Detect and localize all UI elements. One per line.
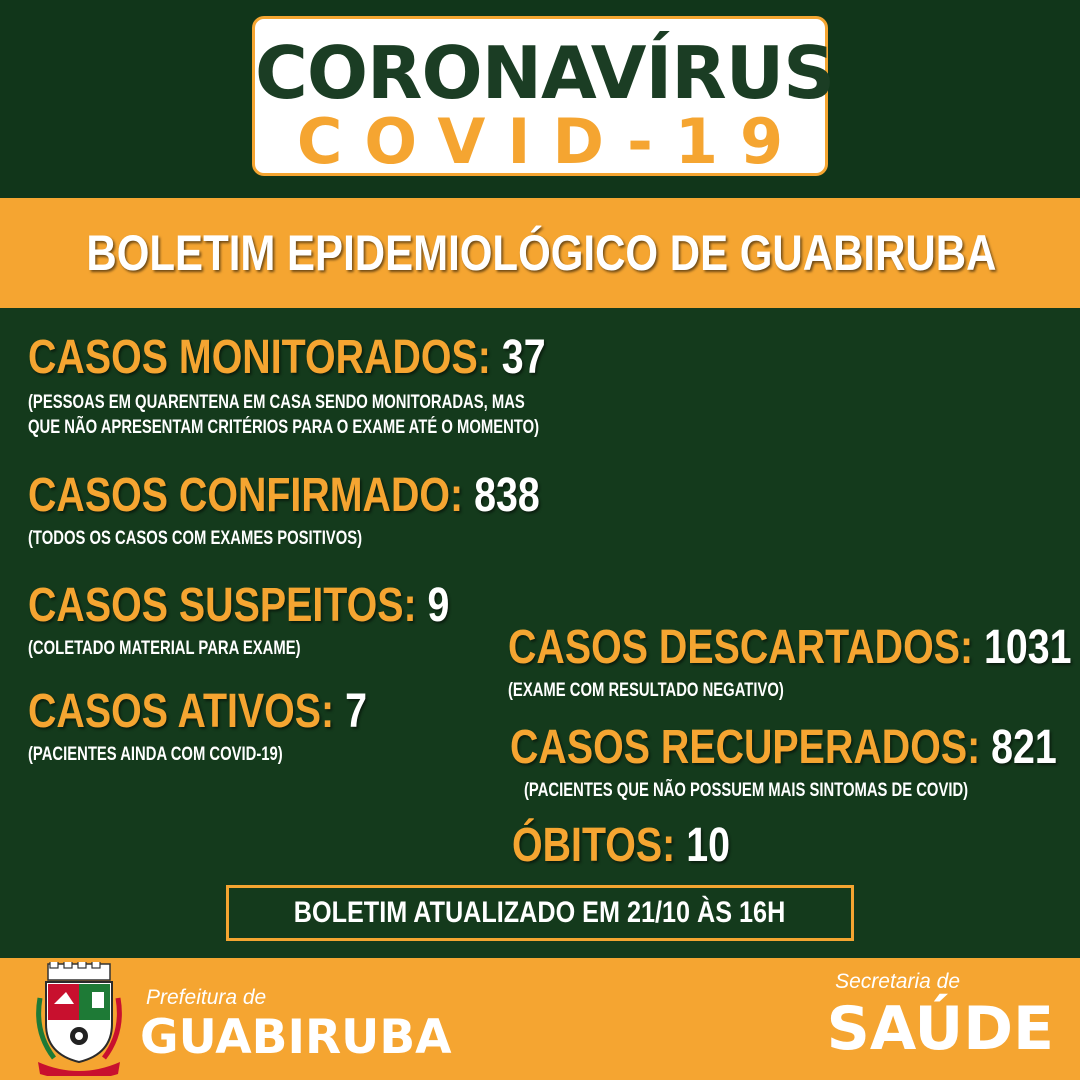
update-text: BOLETIM ATUALIZADO EM 21/10 ÀS 16H xyxy=(294,896,786,929)
guabiruba-crest-icon xyxy=(34,962,124,1076)
stat-description: (TODOS OS CASOS COM EXAMES POSITIVOS) xyxy=(28,528,363,549)
prefeitura-name: GUABIRUBA xyxy=(140,1010,452,1065)
logo-subtitle: COVID-19 xyxy=(296,105,806,178)
coronavirus-logo xyxy=(252,16,835,178)
stat-label: CASOS ATIVOS: xyxy=(28,685,335,738)
stat-description: (PESSOAS EM QUARENTENA EM CASA SENDO MONITORADAS, MAS xyxy=(28,392,525,413)
stat-value: 10 xyxy=(686,819,731,872)
bulletin-title: BOLETIM EPIDEMIOLÓGICO DE GUABIRUBA xyxy=(86,225,997,281)
stat-monitorados xyxy=(28,332,683,440)
stat-description: (PACIENTES AINDA COM COVID-19) xyxy=(28,744,283,765)
bulletin-title-band xyxy=(0,198,1080,308)
stat-confirmado xyxy=(28,470,652,551)
stat-ativos xyxy=(28,686,441,767)
footer xyxy=(0,958,1080,1080)
stat-label: CASOS RECUPERADOS: xyxy=(510,721,981,774)
stat-label: CASOS DESCARTADOS: xyxy=(508,621,974,674)
stat-obitos xyxy=(512,820,778,872)
stat-label: CASOS MONITORADOS: xyxy=(28,331,491,384)
stat-value: 37 xyxy=(501,331,546,384)
prefeitura-label: Prefeitura de xyxy=(146,986,267,1009)
stat-value: 1031 xyxy=(983,621,1072,674)
stat-suspeitos xyxy=(28,580,542,661)
stat-descartados xyxy=(508,622,1080,703)
stat-value: 9 xyxy=(427,579,450,632)
header-band xyxy=(0,0,1080,198)
stat-description: (COLETADO MATERIAL PARA EXAME) xyxy=(28,638,301,659)
stat-label: CASOS CONFIRMADO: xyxy=(28,469,464,522)
stat-value: 821 xyxy=(991,721,1057,774)
stat-description: (EXAME COM RESULTADO NEGATIVO) xyxy=(508,680,784,701)
secretaria-name: SAÚDE xyxy=(826,994,1054,1064)
stat-label: CASOS SUSPEITOS: xyxy=(28,579,417,632)
secretaria-label: Secretaria de xyxy=(835,970,960,993)
stat-value: 838 xyxy=(474,469,540,522)
logo-title: CORONAVÍRUS xyxy=(255,31,835,115)
stat-description: (PACIENTES QUE NÃO POSSUEM MAIS SINTOMAS DE COVID) xyxy=(524,780,969,801)
stat-value: 7 xyxy=(345,685,367,738)
stat-label: ÓBITOS: xyxy=(512,819,676,872)
stat-recuperados xyxy=(510,722,1080,803)
stat-description: QUE NÃO APRESENTAM CRITÉRIOS PARA O EXAME ATÉ O MOMENTO) xyxy=(28,417,540,438)
update-notice xyxy=(226,885,854,941)
